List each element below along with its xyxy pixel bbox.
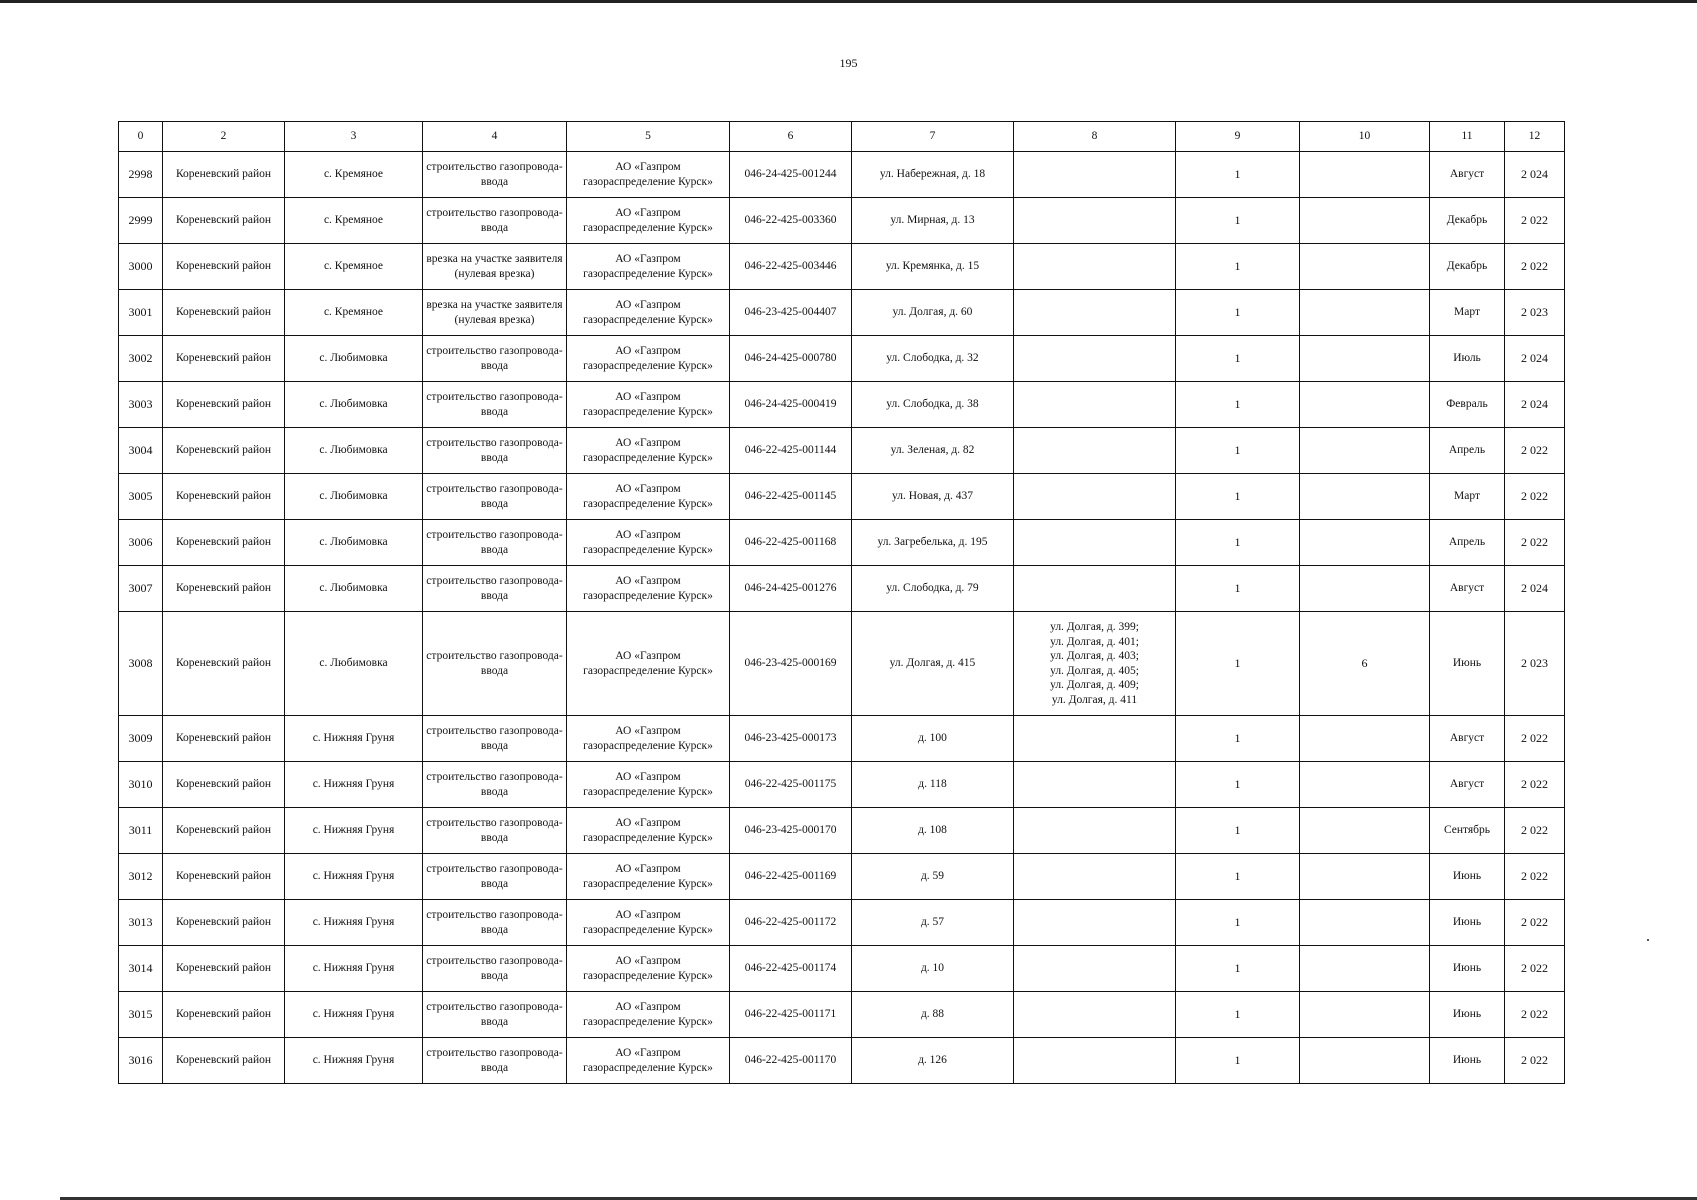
additional-addresses-cell bbox=[1014, 854, 1176, 900]
connected-count-cell bbox=[1300, 244, 1430, 290]
scan-speck bbox=[1647, 939, 1649, 941]
count-cell: 1 bbox=[1176, 854, 1300, 900]
settlement-cell: с. Нижняя Груня bbox=[285, 1038, 423, 1084]
table-row bbox=[119, 900, 1565, 946]
application-number-cell: 046-22-425-003360 bbox=[730, 198, 852, 244]
settlement-cell: с. Нижняя Груня bbox=[285, 716, 423, 762]
connected-count-cell bbox=[1300, 520, 1430, 566]
work-type-cell: строительство газопровода-ввода bbox=[423, 992, 567, 1038]
organization-cell: АО «Газпром газораспределение Курск» bbox=[567, 566, 730, 612]
year-cell: 2 022 bbox=[1505, 1038, 1565, 1084]
table-row bbox=[119, 152, 1565, 198]
month-cell: Апрель bbox=[1430, 428, 1505, 474]
address-cell: ул. Слободка, д. 38 bbox=[852, 382, 1014, 428]
work-type-cell: строительство газопровода-ввода bbox=[423, 428, 567, 474]
year-cell: 2 023 bbox=[1505, 612, 1565, 716]
additional-addresses-cell bbox=[1014, 152, 1176, 198]
year-cell: 2 022 bbox=[1505, 854, 1565, 900]
count-cell: 1 bbox=[1176, 474, 1300, 520]
month-cell: Июнь bbox=[1430, 900, 1505, 946]
connected-count-cell bbox=[1300, 152, 1430, 198]
work-type-cell: строительство газопровода-ввода bbox=[423, 762, 567, 808]
address-cell: д. 10 bbox=[852, 946, 1014, 992]
organization-cell: АО «Газпром газораспределение Курск» bbox=[567, 428, 730, 474]
settlement-cell: с. Любимовка bbox=[285, 336, 423, 382]
additional-addresses-cell bbox=[1014, 382, 1176, 428]
additional-addresses-cell bbox=[1014, 716, 1176, 762]
connected-count-cell bbox=[1300, 1038, 1430, 1084]
table-row bbox=[119, 474, 1565, 520]
month-cell: Август bbox=[1430, 566, 1505, 612]
year-cell: 2 022 bbox=[1505, 716, 1565, 762]
column-header: 5 bbox=[567, 122, 730, 152]
work-type-cell: врезка на участке заявителя (нулевая врезка) bbox=[423, 244, 567, 290]
organization-cell: АО «Газпром газораспределение Курск» bbox=[567, 244, 730, 290]
address-cell: д. 59 bbox=[852, 854, 1014, 900]
count-cell: 1 bbox=[1176, 946, 1300, 992]
work-type-cell: строительство газопровода-ввода bbox=[423, 612, 567, 716]
column-header: 9 bbox=[1176, 122, 1300, 152]
count-cell: 1 bbox=[1176, 566, 1300, 612]
month-cell: Июнь bbox=[1430, 946, 1505, 992]
table-row bbox=[119, 612, 1565, 716]
connected-count-cell bbox=[1300, 566, 1430, 612]
district-cell: Кореневский район bbox=[163, 946, 285, 992]
application-number-cell: 046-23-425-000170 bbox=[730, 808, 852, 854]
district-cell: Кореневский район bbox=[163, 716, 285, 762]
work-type-cell: строительство газопровода-ввода bbox=[423, 716, 567, 762]
row-number-cell: 3002 bbox=[119, 336, 163, 382]
month-cell: Август bbox=[1430, 152, 1505, 198]
address-cell: д. 100 bbox=[852, 716, 1014, 762]
application-number-cell: 046-22-425-001172 bbox=[730, 900, 852, 946]
connected-count-cell bbox=[1300, 762, 1430, 808]
address-cell: ул. Набережная, д. 18 bbox=[852, 152, 1014, 198]
count-cell: 1 bbox=[1176, 900, 1300, 946]
application-number-cell: 046-24-425-001276 bbox=[730, 566, 852, 612]
row-number-cell: 3013 bbox=[119, 900, 163, 946]
count-cell: 1 bbox=[1176, 520, 1300, 566]
organization-cell: АО «Газпром газораспределение Курск» bbox=[567, 1038, 730, 1084]
month-cell: Март bbox=[1430, 290, 1505, 336]
address-cell: ул. Загребелька, д. 195 bbox=[852, 520, 1014, 566]
row-number-cell: 3015 bbox=[119, 992, 163, 1038]
column-header: 11 bbox=[1430, 122, 1505, 152]
row-number-cell: 3011 bbox=[119, 808, 163, 854]
year-cell: 2 022 bbox=[1505, 198, 1565, 244]
column-header: 4 bbox=[423, 122, 567, 152]
connected-count-cell bbox=[1300, 808, 1430, 854]
settlement-cell: с. Кремяное bbox=[285, 152, 423, 198]
district-cell: Кореневский район bbox=[163, 808, 285, 854]
work-type-cell: строительство газопровода-ввода bbox=[423, 1038, 567, 1084]
row-number-cell: 2999 bbox=[119, 198, 163, 244]
month-cell: Февраль bbox=[1430, 382, 1505, 428]
year-cell: 2 022 bbox=[1505, 474, 1565, 520]
additional-addresses-cell bbox=[1014, 474, 1176, 520]
additional-addresses-cell bbox=[1014, 520, 1176, 566]
application-number-cell: 046-22-425-001175 bbox=[730, 762, 852, 808]
table-row bbox=[119, 808, 1565, 854]
address-cell: ул. Долгая, д. 415 bbox=[852, 612, 1014, 716]
table-row bbox=[119, 244, 1565, 290]
connected-count-cell bbox=[1300, 198, 1430, 244]
work-type-cell: строительство газопровода-ввода bbox=[423, 474, 567, 520]
district-cell: Кореневский район bbox=[163, 152, 285, 198]
organization-cell: АО «Газпром газораспределение Курск» bbox=[567, 382, 730, 428]
work-type-cell: строительство газопровода-ввода bbox=[423, 152, 567, 198]
year-cell: 2 022 bbox=[1505, 946, 1565, 992]
count-cell: 1 bbox=[1176, 808, 1300, 854]
address-cell: ул. Мирная, д. 13 bbox=[852, 198, 1014, 244]
organization-cell: АО «Газпром газораспределение Курск» bbox=[567, 336, 730, 382]
connected-count-cell: 6 bbox=[1300, 612, 1430, 716]
organization-cell: АО «Газпром газораспределение Курск» bbox=[567, 762, 730, 808]
row-number-cell: 3004 bbox=[119, 428, 163, 474]
application-number-cell: 046-22-425-001144 bbox=[730, 428, 852, 474]
address-cell: д. 126 bbox=[852, 1038, 1014, 1084]
district-cell: Кореневский район bbox=[163, 762, 285, 808]
district-cell: Кореневский район bbox=[163, 520, 285, 566]
table-row bbox=[119, 1038, 1565, 1084]
row-number-cell: 3016 bbox=[119, 1038, 163, 1084]
year-cell: 2 024 bbox=[1505, 336, 1565, 382]
district-cell: Кореневский район bbox=[163, 336, 285, 382]
year-cell: 2 024 bbox=[1505, 152, 1565, 198]
row-number-cell: 3012 bbox=[119, 854, 163, 900]
row-number-cell: 3006 bbox=[119, 520, 163, 566]
year-cell: 2 022 bbox=[1505, 992, 1565, 1038]
application-number-cell: 046-23-425-004407 bbox=[730, 290, 852, 336]
table-row bbox=[119, 854, 1565, 900]
month-cell: Август bbox=[1430, 716, 1505, 762]
connected-count-cell bbox=[1300, 382, 1430, 428]
application-number-cell: 046-22-425-001171 bbox=[730, 992, 852, 1038]
address-cell: д. 57 bbox=[852, 900, 1014, 946]
connected-count-cell bbox=[1300, 900, 1430, 946]
additional-addresses-cell bbox=[1014, 198, 1176, 244]
month-cell: Апрель bbox=[1430, 520, 1505, 566]
month-cell: Июнь bbox=[1430, 992, 1505, 1038]
district-cell: Кореневский район bbox=[163, 854, 285, 900]
table-row bbox=[119, 428, 1565, 474]
header-row bbox=[119, 122, 1565, 152]
work-type-cell: врезка на участке заявителя (нулевая врезка) bbox=[423, 290, 567, 336]
application-number-cell: 046-24-425-000419 bbox=[730, 382, 852, 428]
table-body bbox=[119, 152, 1565, 1084]
month-cell: Август bbox=[1430, 762, 1505, 808]
year-cell: 2 024 bbox=[1505, 382, 1565, 428]
count-cell: 1 bbox=[1176, 382, 1300, 428]
district-cell: Кореневский район bbox=[163, 612, 285, 716]
count-cell: 1 bbox=[1176, 762, 1300, 808]
count-cell: 1 bbox=[1176, 428, 1300, 474]
row-number-cell: 3014 bbox=[119, 946, 163, 992]
district-cell: Кореневский район bbox=[163, 566, 285, 612]
connected-count-cell bbox=[1300, 474, 1430, 520]
address-cell: ул. Слободка, д. 79 bbox=[852, 566, 1014, 612]
connected-count-cell bbox=[1300, 336, 1430, 382]
organization-cell: АО «Газпром газораспределение Курск» bbox=[567, 808, 730, 854]
table-row bbox=[119, 198, 1565, 244]
year-cell: 2 022 bbox=[1505, 762, 1565, 808]
district-cell: Кореневский район bbox=[163, 474, 285, 520]
application-number-cell: 046-23-425-000169 bbox=[730, 612, 852, 716]
column-header: 0 bbox=[119, 122, 163, 152]
row-number-cell: 3000 bbox=[119, 244, 163, 290]
settlement-cell: с. Кремяное bbox=[285, 244, 423, 290]
address-cell: ул. Долгая, д. 60 bbox=[852, 290, 1014, 336]
settlement-cell: с. Кремяное bbox=[285, 198, 423, 244]
column-header: 2 bbox=[163, 122, 285, 152]
organization-cell: АО «Газпром газораспределение Курск» bbox=[567, 854, 730, 900]
count-cell: 1 bbox=[1176, 198, 1300, 244]
settlement-cell: с. Нижняя Груня bbox=[285, 762, 423, 808]
count-cell: 1 bbox=[1176, 244, 1300, 290]
year-cell: 2 023 bbox=[1505, 290, 1565, 336]
organization-cell: АО «Газпром газораспределение Курск» bbox=[567, 290, 730, 336]
connected-count-cell bbox=[1300, 946, 1430, 992]
table-row bbox=[119, 336, 1565, 382]
application-number-cell: 046-22-425-001145 bbox=[730, 474, 852, 520]
row-number-cell: 3007 bbox=[119, 566, 163, 612]
month-cell: Март bbox=[1430, 474, 1505, 520]
application-number-cell: 046-22-425-001170 bbox=[730, 1038, 852, 1084]
organization-cell: АО «Газпром газораспределение Курск» bbox=[567, 198, 730, 244]
year-cell: 2 022 bbox=[1505, 244, 1565, 290]
connected-count-cell bbox=[1300, 992, 1430, 1038]
count-cell: 1 bbox=[1176, 612, 1300, 716]
table-row bbox=[119, 716, 1565, 762]
work-type-cell: строительство газопровода-ввода bbox=[423, 566, 567, 612]
organization-cell: АО «Газпром газораспределение Курск» bbox=[567, 474, 730, 520]
table-row bbox=[119, 946, 1565, 992]
settlement-cell: с. Любимовка bbox=[285, 612, 423, 716]
count-cell: 1 bbox=[1176, 1038, 1300, 1084]
settlement-cell: с. Нижняя Груня bbox=[285, 900, 423, 946]
month-cell: Июль bbox=[1430, 336, 1505, 382]
year-cell: 2 022 bbox=[1505, 520, 1565, 566]
organization-cell: АО «Газпром газораспределение Курск» bbox=[567, 992, 730, 1038]
month-cell: Июнь bbox=[1430, 854, 1505, 900]
settlement-cell: с. Нижняя Груня bbox=[285, 946, 423, 992]
district-cell: Кореневский район bbox=[163, 900, 285, 946]
column-header: 3 bbox=[285, 122, 423, 152]
work-type-cell: строительство газопровода-ввода bbox=[423, 336, 567, 382]
district-cell: Кореневский район bbox=[163, 290, 285, 336]
district-cell: Кореневский район bbox=[163, 1038, 285, 1084]
district-cell: Кореневский район bbox=[163, 992, 285, 1038]
additional-addresses-cell bbox=[1014, 1038, 1176, 1084]
settlement-cell: с. Любимовка bbox=[285, 428, 423, 474]
connected-count-cell bbox=[1300, 428, 1430, 474]
row-number-cell: 2998 bbox=[119, 152, 163, 198]
organization-cell: АО «Газпром газораспределение Курск» bbox=[567, 520, 730, 566]
work-type-cell: строительство газопровода-ввода bbox=[423, 900, 567, 946]
district-cell: Кореневский район bbox=[163, 382, 285, 428]
additional-addresses-cell bbox=[1014, 290, 1176, 336]
column-header: 7 bbox=[852, 122, 1014, 152]
scan-edge-top bbox=[0, 0, 1697, 3]
address-cell: д. 88 bbox=[852, 992, 1014, 1038]
application-number-cell: 046-22-425-001168 bbox=[730, 520, 852, 566]
address-cell: ул. Слободка, д. 32 bbox=[852, 336, 1014, 382]
settlement-cell: с. Нижняя Груня bbox=[285, 854, 423, 900]
register-table bbox=[118, 121, 1565, 1084]
month-cell: Декабрь bbox=[1430, 244, 1505, 290]
application-number-cell: 046-24-425-001244 bbox=[730, 152, 852, 198]
count-cell: 1 bbox=[1176, 290, 1300, 336]
count-cell: 1 bbox=[1176, 336, 1300, 382]
organization-cell: АО «Газпром газораспределение Курск» bbox=[567, 716, 730, 762]
column-header: 6 bbox=[730, 122, 852, 152]
column-header: 8 bbox=[1014, 122, 1176, 152]
application-number-cell: 046-24-425-000780 bbox=[730, 336, 852, 382]
year-cell: 2 022 bbox=[1505, 808, 1565, 854]
organization-cell: АО «Газпром газораспределение Курск» bbox=[567, 900, 730, 946]
work-type-cell: строительство газопровода-ввода bbox=[423, 382, 567, 428]
settlement-cell: с. Любимовка bbox=[285, 566, 423, 612]
month-cell: Июнь bbox=[1430, 612, 1505, 716]
year-cell: 2 022 bbox=[1505, 900, 1565, 946]
column-header: 10 bbox=[1300, 122, 1430, 152]
connected-count-cell bbox=[1300, 290, 1430, 336]
district-cell: Кореневский район bbox=[163, 198, 285, 244]
district-cell: Кореневский район bbox=[163, 428, 285, 474]
count-cell: 1 bbox=[1176, 152, 1300, 198]
additional-addresses-cell: ул. Долгая, д. 399; ул. Долгая, д. 401; ул. Долгая, д. 403; ул. Долгая, д. 405; ул. Долгая, д. 409; ул. Долгая, д. 411 bbox=[1014, 612, 1176, 716]
address-cell: ул. Зеленая, д. 82 bbox=[852, 428, 1014, 474]
month-cell: Июнь bbox=[1430, 1038, 1505, 1084]
additional-addresses-cell bbox=[1014, 762, 1176, 808]
column-header: 12 bbox=[1505, 122, 1565, 152]
row-number-cell: 3005 bbox=[119, 474, 163, 520]
settlement-cell: с. Любимовка bbox=[285, 520, 423, 566]
work-type-cell: строительство газопровода-ввода bbox=[423, 854, 567, 900]
work-type-cell: строительство газопровода-ввода bbox=[423, 520, 567, 566]
additional-addresses-cell bbox=[1014, 946, 1176, 992]
additional-addresses-cell bbox=[1014, 566, 1176, 612]
work-type-cell: строительство газопровода-ввода bbox=[423, 198, 567, 244]
organization-cell: АО «Газпром газораспределение Курск» bbox=[567, 612, 730, 716]
table-row bbox=[119, 566, 1565, 612]
application-number-cell: 046-22-425-003446 bbox=[730, 244, 852, 290]
page-number: 195 bbox=[839, 56, 858, 70]
row-number-cell: 3010 bbox=[119, 762, 163, 808]
organization-cell: АО «Газпром газораспределение Курск» bbox=[567, 152, 730, 198]
table-row bbox=[119, 290, 1565, 336]
additional-addresses-cell bbox=[1014, 244, 1176, 290]
row-number-cell: 3009 bbox=[119, 716, 163, 762]
count-cell: 1 bbox=[1176, 992, 1300, 1038]
additional-addresses-cell bbox=[1014, 900, 1176, 946]
year-cell: 2 024 bbox=[1505, 566, 1565, 612]
additional-addresses-cell bbox=[1014, 992, 1176, 1038]
additional-addresses-cell bbox=[1014, 336, 1176, 382]
address-cell: д. 118 bbox=[852, 762, 1014, 808]
connected-count-cell bbox=[1300, 854, 1430, 900]
application-number-cell: 046-22-425-001169 bbox=[730, 854, 852, 900]
connected-count-cell bbox=[1300, 716, 1430, 762]
table-row bbox=[119, 520, 1565, 566]
additional-addresses-cell bbox=[1014, 428, 1176, 474]
settlement-cell: с. Любимовка bbox=[285, 474, 423, 520]
row-number-cell: 3003 bbox=[119, 382, 163, 428]
application-number-cell: 046-23-425-000173 bbox=[730, 716, 852, 762]
month-cell: Сентябрь bbox=[1430, 808, 1505, 854]
address-cell: ул. Кремянка, д. 15 bbox=[852, 244, 1014, 290]
address-cell: д. 108 bbox=[852, 808, 1014, 854]
settlement-cell: с. Нижняя Груня bbox=[285, 808, 423, 854]
application-number-cell: 046-22-425-001174 bbox=[730, 946, 852, 992]
row-number-cell: 3008 bbox=[119, 612, 163, 716]
organization-cell: АО «Газпром газораспределение Курск» bbox=[567, 946, 730, 992]
address-cell: ул. Новая, д. 437 bbox=[852, 474, 1014, 520]
settlement-cell: с. Любимовка bbox=[285, 382, 423, 428]
table-row bbox=[119, 382, 1565, 428]
month-cell: Декабрь bbox=[1430, 198, 1505, 244]
work-type-cell: строительство газопровода-ввода bbox=[423, 946, 567, 992]
additional-addresses-cell bbox=[1014, 808, 1176, 854]
row-number-cell: 3001 bbox=[119, 290, 163, 336]
year-cell: 2 022 bbox=[1505, 428, 1565, 474]
table-row bbox=[119, 992, 1565, 1038]
settlement-cell: с. Кремяное bbox=[285, 290, 423, 336]
count-cell: 1 bbox=[1176, 716, 1300, 762]
district-cell: Кореневский район bbox=[163, 244, 285, 290]
work-type-cell: строительство газопровода-ввода bbox=[423, 808, 567, 854]
settlement-cell: с. Нижняя Груня bbox=[285, 992, 423, 1038]
table-row bbox=[119, 762, 1565, 808]
